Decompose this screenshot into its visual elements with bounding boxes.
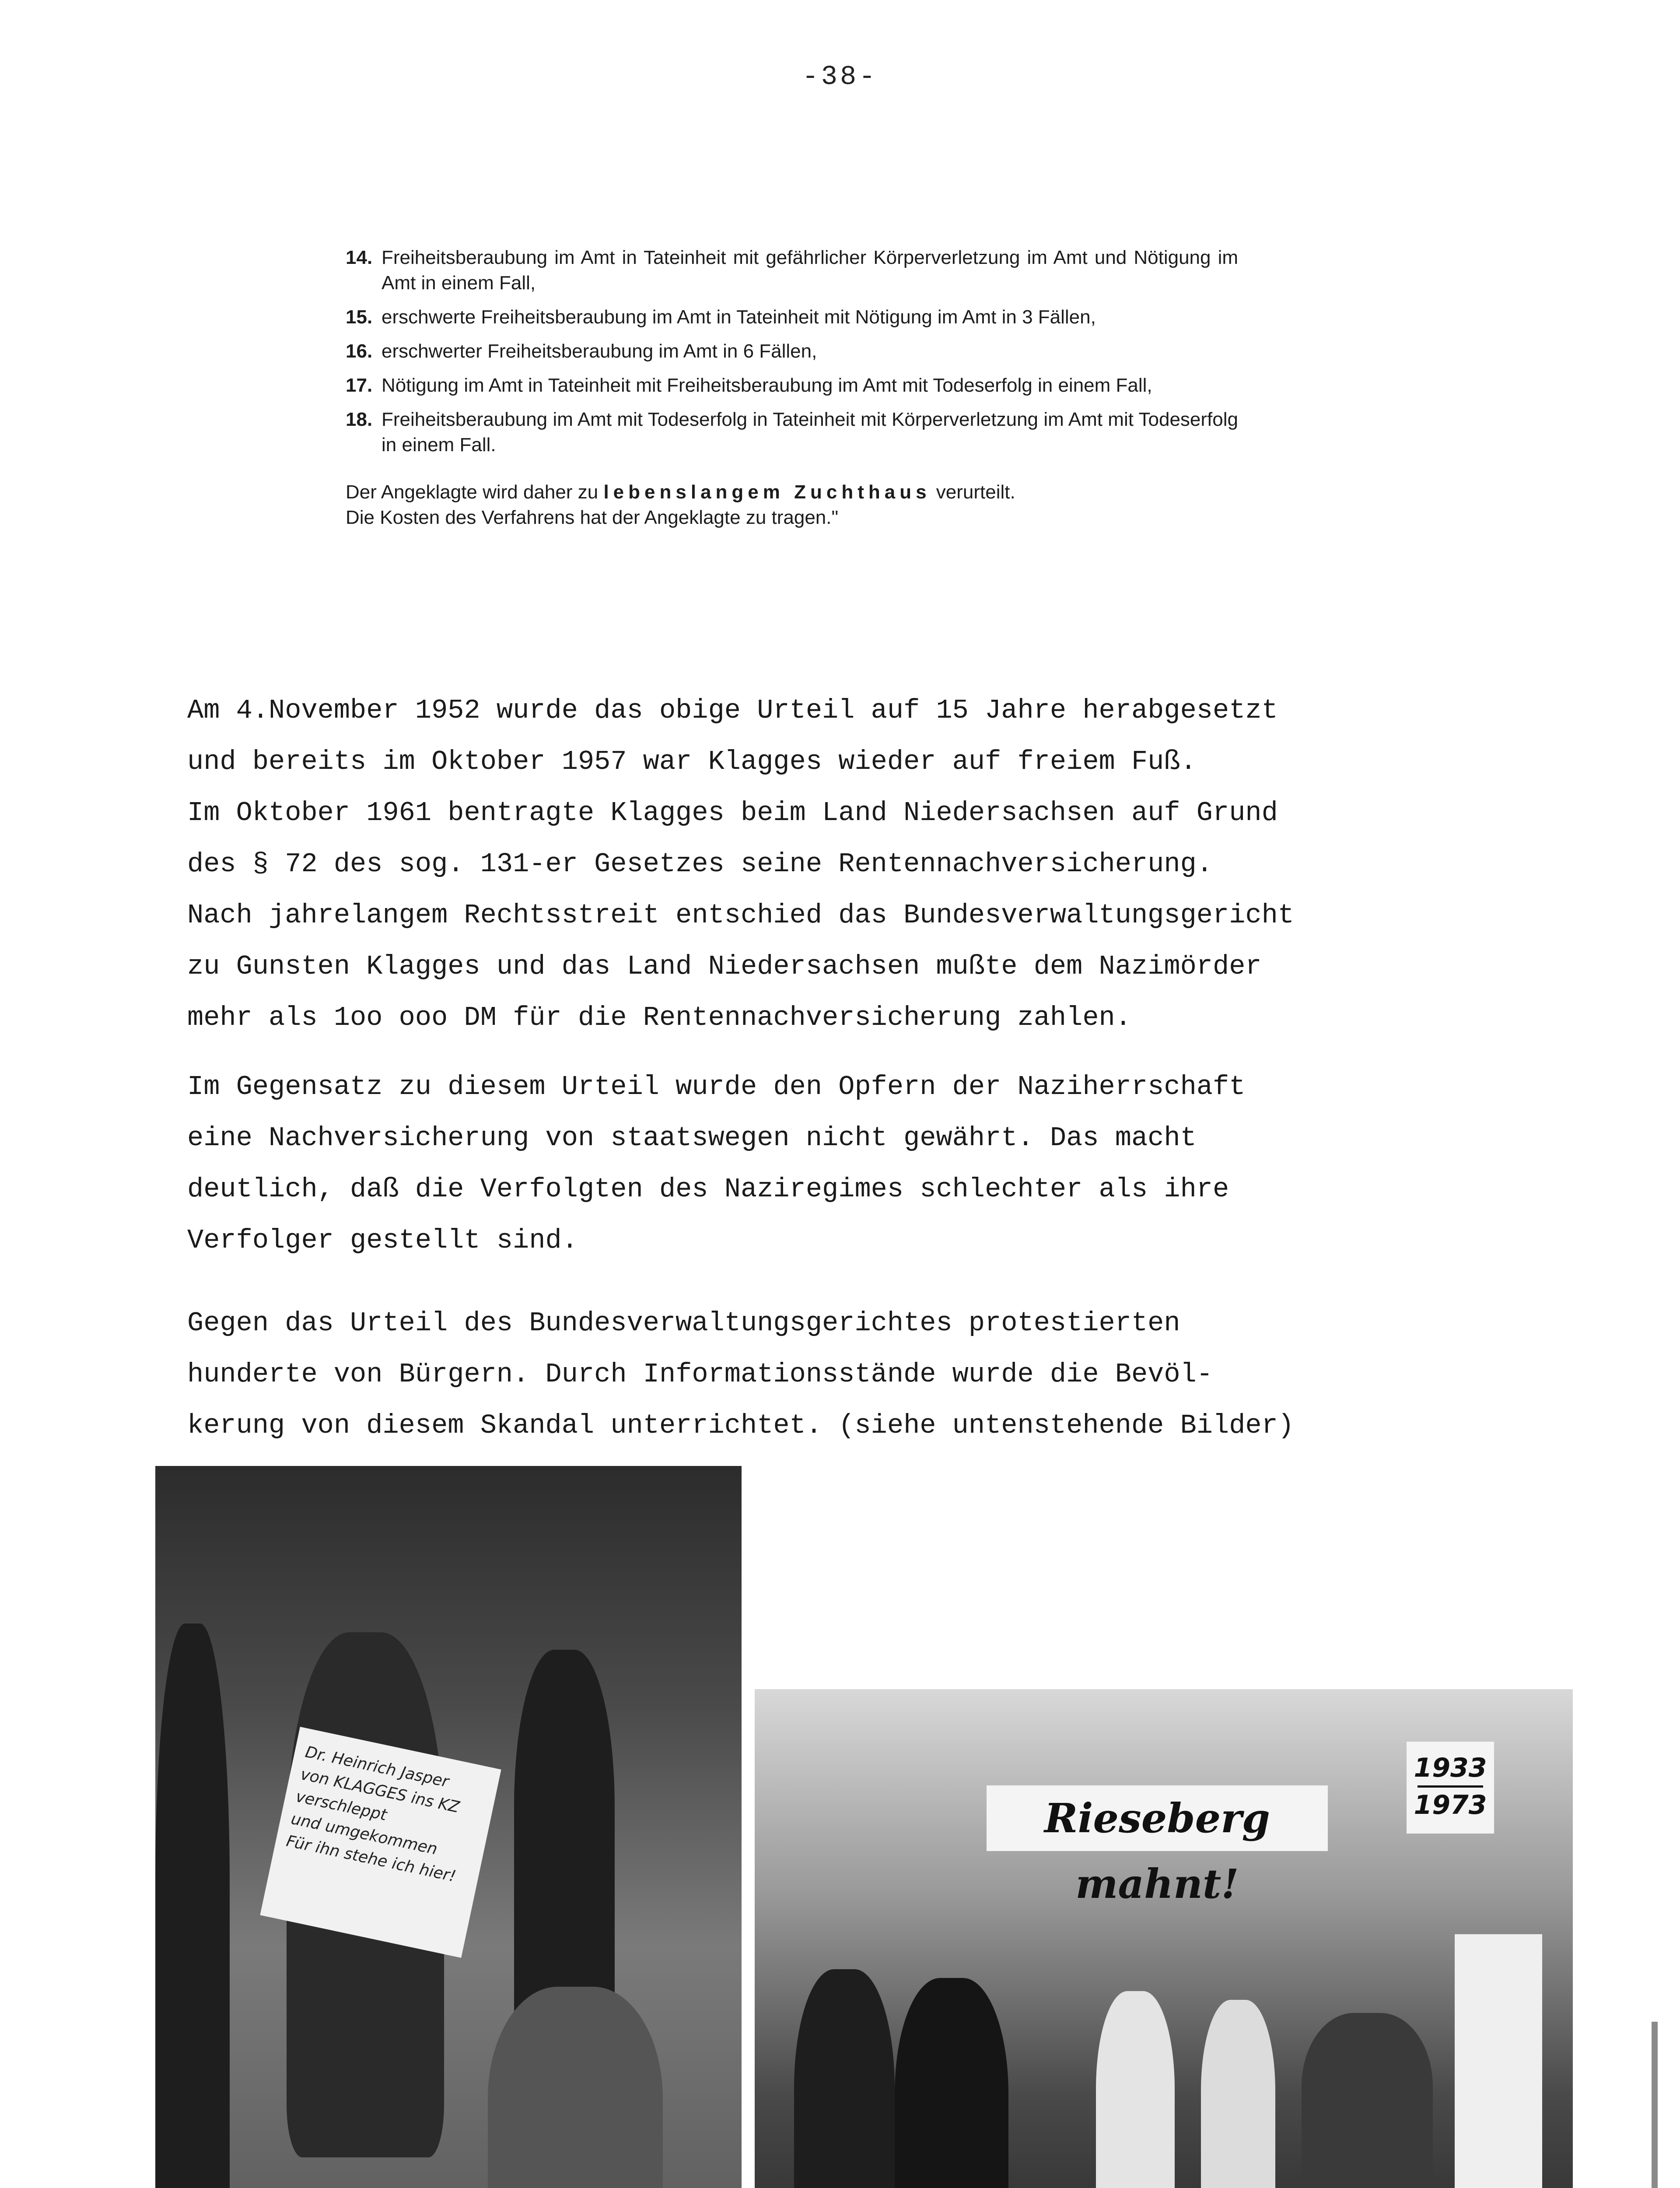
year-badge-top: 1933 (1414, 1753, 1487, 1783)
quote-item-text: Freiheitsberaubung im Amt mit Todeserfolg in Tateinheit mit Körperverletzung im Amt mit Todeserfolg in einem Fall. (382, 409, 1238, 456)
verdict-sentence: lebenslangem Zuchthaus (603, 481, 931, 503)
quote-item-text: Nötigung im Amt in Tateinheit mit Freiheitsberaubung im Amt mit Todeserfolg in einem Fall, (382, 375, 1152, 396)
photo-figure (155, 1623, 230, 2188)
verdict-statement (346, 480, 1238, 530)
quote-item (346, 245, 1238, 296)
photo-figure (488, 1987, 663, 2188)
protest-sign: Dr. Heinrich Jasper von KLAGGES ins KZ verschleppt und umgekommen Für ihn stehe ich hier! (260, 1727, 501, 1958)
paragraph-victims-comparison: Im Gegensatz zu diesem Urteil wurde den Opfern der Naziherrschaft eine Nachversicherung von staatswegen nicht gewährt. Das macht deutlich, daß die Verfolgten des Naziregimes schlechter als ihre Verfolger gestellt sind. (187, 1071, 1246, 1256)
quote-item (346, 339, 1238, 364)
protest-photo-right (755, 1689, 1573, 2188)
photo-figure (895, 1978, 1008, 2188)
photo-figure (1201, 2000, 1275, 2188)
verdict-post: verurteilt. (931, 481, 1015, 503)
verdict-costs: Die Kosten des Verfahrens hat der Angeklagte zu tragen." (346, 507, 839, 528)
paragraph-sentence-reduction: Am 4.November 1952 wurde das obige Urteil auf 15 Jahre herabgesetzt und bereits im Oktober 1957 war Klagges wieder auf freiem Fuß. Im Oktober 1961 bentragte Klagges beim Land Niedersachsen auf Grund des § 72 des sog. 131-er Gesetzes seine Rentennachversicherung. Nach jahrelangem Rechtsstreit entschied das Bundesverwaltungsgericht zu Gunsten Klagges und das Land Niedersachsen mußte dem Nazimörder mehr als 1oo ooo DM für die Rentennachversicherung zahlen. (187, 695, 1295, 1033)
quote-item-number: 14. (346, 247, 373, 268)
info-board (1455, 1934, 1542, 2188)
quote-item (346, 407, 1238, 458)
page-edge-right (1652, 2022, 1658, 2188)
quote-item (346, 305, 1238, 330)
paragraph-protest: Gegen das Urteil des Bundesverwaltungsgerichtes protestierten hunderte von Bürgern. Durch Informationsstände wurde die Bevöl- kerung von diesem Skandal unterrichtet. (siehe untenstehende Bilder) (187, 1308, 1295, 1441)
protest-banner: Rieseberg mahnt! (987, 1785, 1328, 1851)
quote-item-number: 16. (346, 340, 373, 362)
quote-item-text: erschwerte Freiheitsberaubung im Amt in Tateinheit mit Nötigung im Amt in 3 Fällen, (382, 306, 1096, 328)
year-badge-bottom: 1973 (1414, 1790, 1487, 1820)
photo-figure (1302, 2013, 1433, 2188)
year-badge (1407, 1742, 1494, 1834)
photo-figure (1096, 1991, 1175, 2188)
protest-photo-left (155, 1466, 742, 2188)
quote-item-text: Freiheitsberaubung im Amt in Tateinheit mit gefährlicher Körperverletzung im Amt und Nötigung im Amt in einem Fall, (382, 247, 1238, 294)
page-number: -38- (802, 61, 878, 92)
quote-item-number: 15. (346, 306, 373, 328)
photo-figure (794, 1969, 895, 2188)
quote-item-number: 17. (346, 375, 373, 396)
quote-item-text: erschwerter Freiheitsberaubung im Amt in 6 Fällen, (382, 340, 817, 362)
quote-item (346, 373, 1238, 398)
verdict-quote (346, 245, 1238, 530)
photo-figure (514, 1650, 615, 2044)
verdict-pre: Der Angeklagte wird daher zu (346, 481, 604, 503)
quote-item-number: 18. (346, 409, 373, 430)
